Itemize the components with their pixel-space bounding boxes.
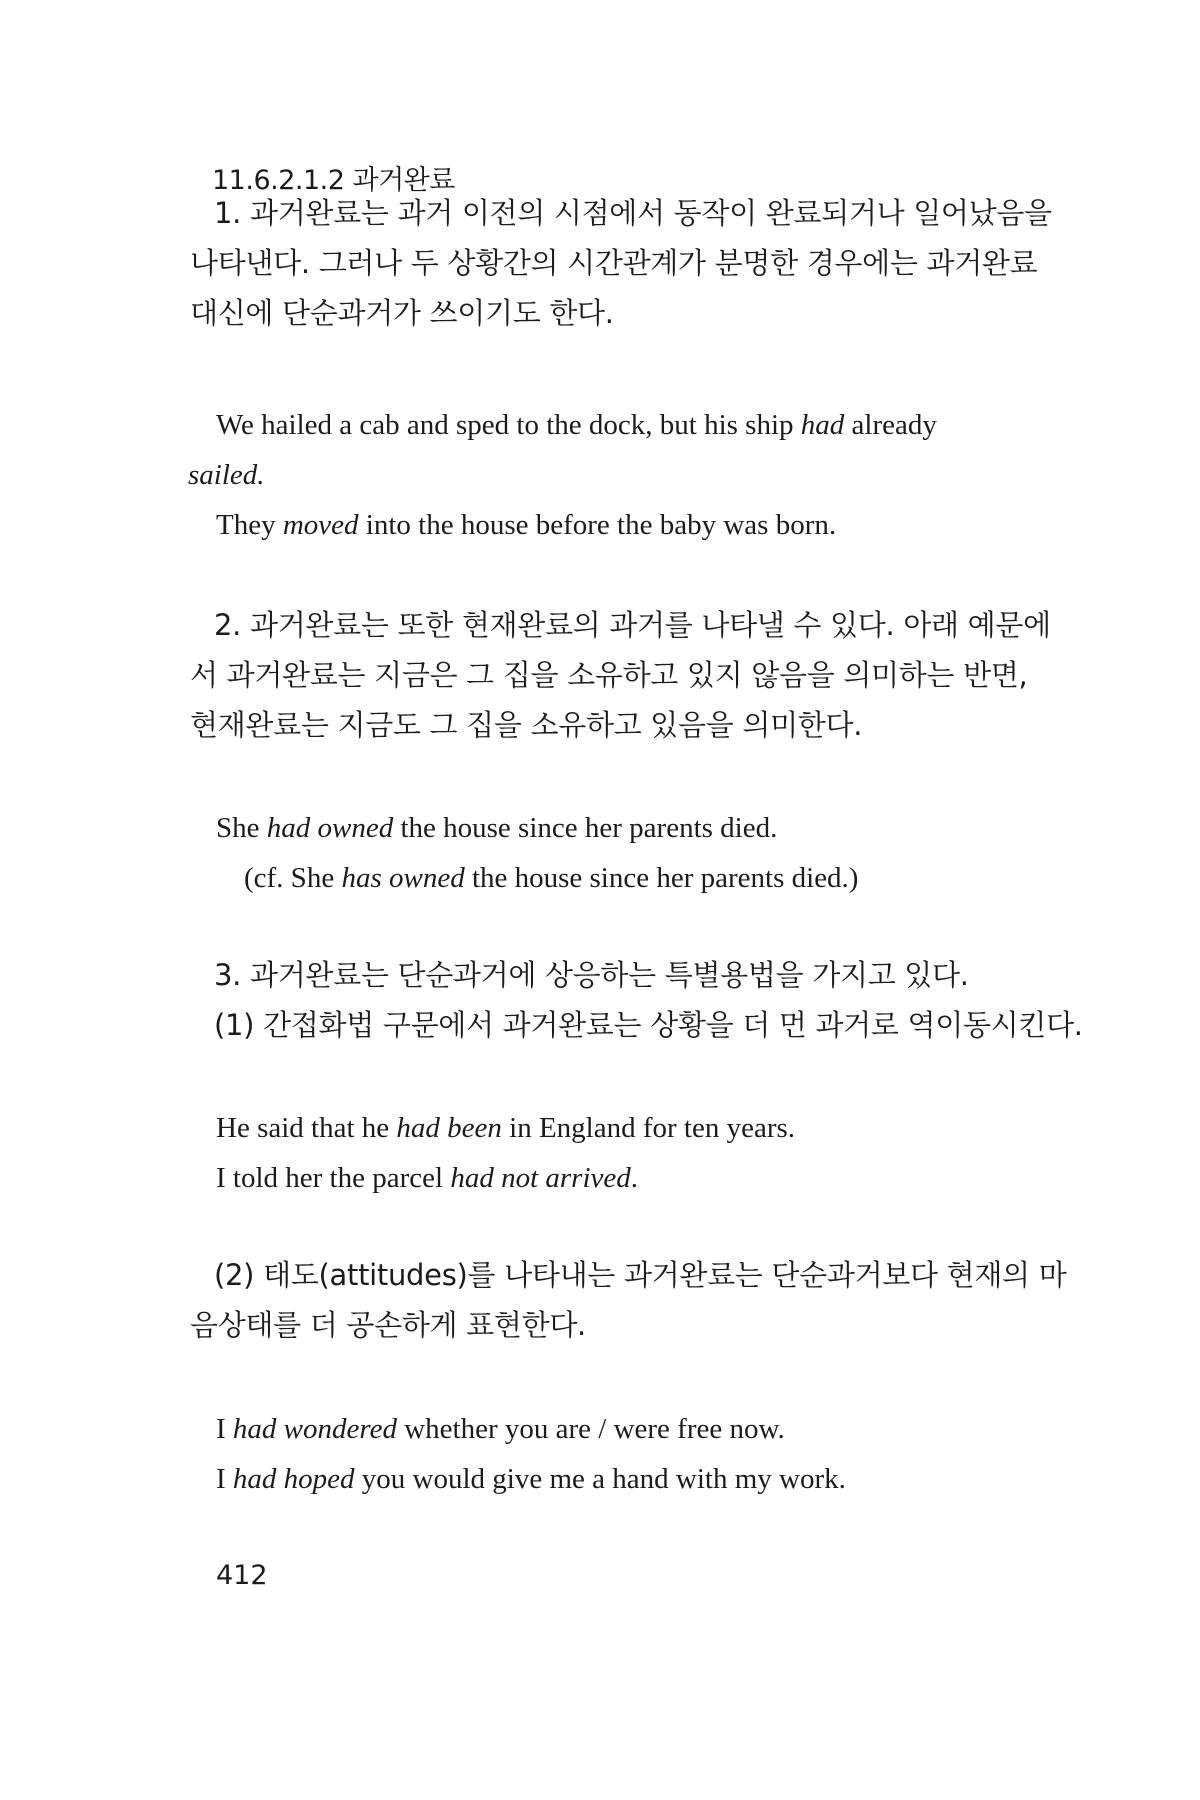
point-3-paragraph: [190, 950, 1083, 1050]
point-2-line-3: 현재완료는 지금도 그 집을 소유하고 있음을 의미한다.: [190, 708, 863, 742]
point-3-subpoint-2-paragraph: [190, 1250, 1080, 1350]
italic-verb: had not arrived: [450, 1162, 631, 1194]
point-3-subpoint-1: (1) 간접화법 구문에서 과거완료는 상황을 더 먼 과거로 역이동시킨다.: [214, 1008, 1083, 1042]
examples-3: [216, 1103, 1086, 1203]
example-sentence: She had owned the house since her parents died.: [216, 812, 778, 844]
italic-verb: had been: [396, 1112, 502, 1144]
italic-verb: had owned: [266, 812, 394, 844]
examples-2: [216, 803, 1086, 903]
italic-verb: had: [800, 409, 845, 441]
point-1-line-3: 대신에 단순과거가 쓰이기도 한다.: [190, 296, 614, 330]
section-heading: 11.6.2.1.2 과거완료: [212, 165, 455, 196]
example-sentence-cf: (cf. She has owned the house since her parents died.): [244, 862, 859, 894]
italic-verb: has owned: [341, 862, 465, 894]
example-sentence: They moved into the house before the baby was born.: [216, 509, 837, 541]
examples-4: [216, 1404, 1086, 1504]
example-sentence: I had hoped you would give me a hand with my work.: [216, 1463, 846, 1495]
point-3-line-1: 3. 과거완료는 단순과거에 상응하는 특별용법을 가지고 있다.: [214, 958, 969, 992]
subpoint-2-line-1: (2) 태도(attitudes)를 나타내는 과거완료는 단순과거보다 현재의 마: [214, 1258, 1067, 1292]
italic-verb: sailed.: [188, 459, 265, 491]
examples-1: [188, 400, 1086, 550]
example-sentence: He said that he had been in England for ten years.: [216, 1112, 796, 1144]
point-1-line-1: 1. 과거완료는 과거 이전의 시점에서 동작이 완료되거나 일어났음을: [214, 196, 1052, 230]
point-2-paragraph: [190, 600, 1080, 750]
point-2-line-1: 2. 과거완료는 또한 현재완료의 과거를 나타낼 수 있다. 아래 예문에: [214, 608, 1051, 642]
point-2-line-2: 서 과거완료는 지금은 그 집을 소유하고 있지 않음을 의미하는 반면,: [190, 658, 1028, 692]
page-number: 412: [216, 1560, 268, 1591]
point-1-line-2: 나타낸다. 그러나 두 상황간의 시간관계가 분명한 경우에는 과거완료: [190, 246, 1038, 280]
italic-verb: had wondered: [232, 1413, 397, 1445]
example-sentence: I told her the parcel had not arrived.: [216, 1162, 638, 1194]
example-sentence: We hailed a cab and sped to the dock, but his ship had already: [216, 409, 937, 441]
example-sentence: I had wondered whether you are / were free now.: [216, 1413, 785, 1445]
italic-verb: had hoped: [232, 1463, 355, 1495]
italic-verb: moved: [282, 509, 359, 541]
subpoint-2-line-2: 음상태를 더 공손하게 표현한다.: [190, 1308, 586, 1342]
point-1-paragraph: [190, 188, 1080, 338]
example-sentence-continuation: [188, 450, 1086, 500]
